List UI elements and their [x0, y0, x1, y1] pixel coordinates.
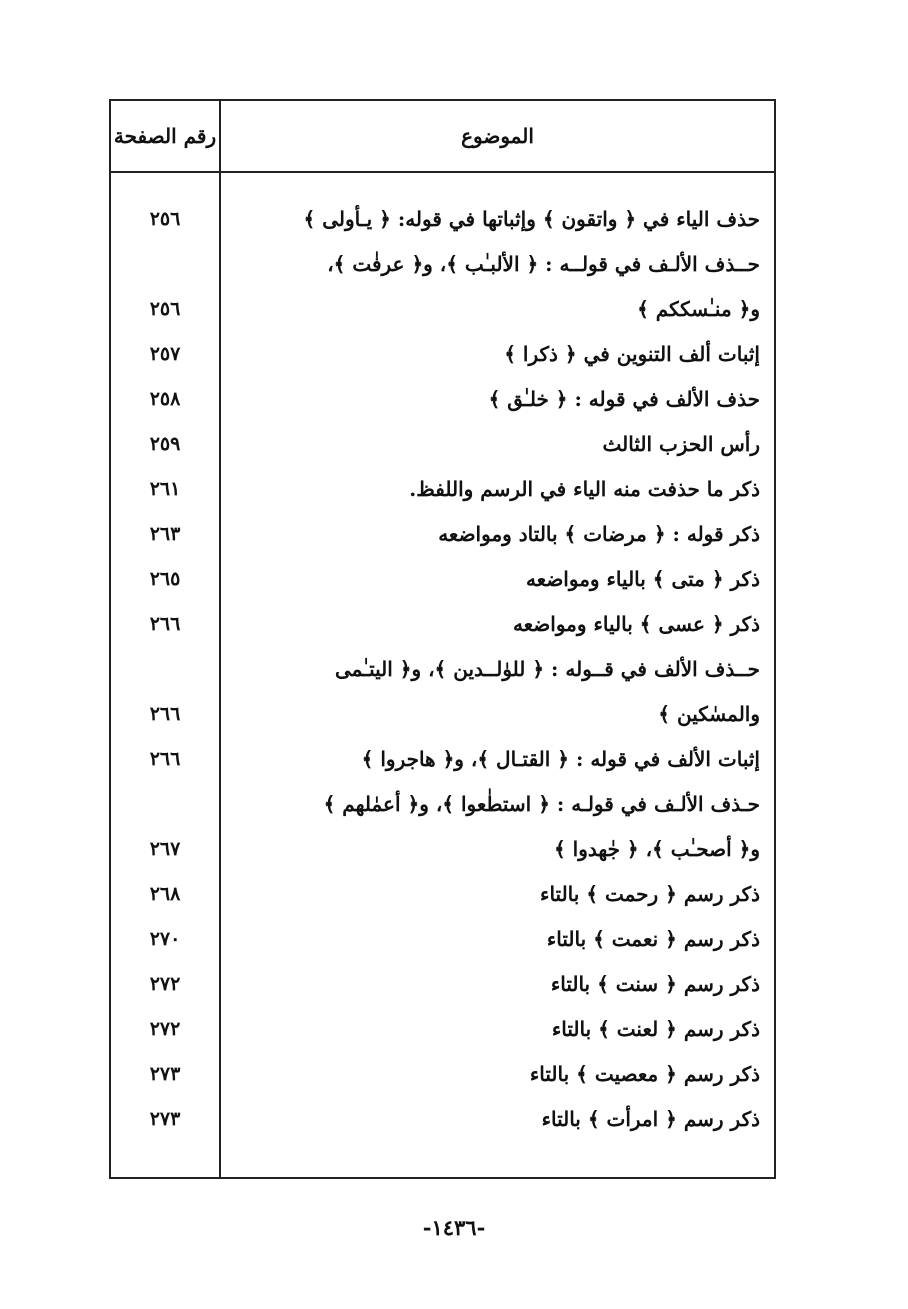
row-page	[111, 647, 219, 692]
row-page	[111, 782, 219, 827]
table-row	[111, 737, 774, 782]
table-row	[111, 287, 774, 332]
header-topic: الموضوع	[461, 124, 534, 148]
table-row	[111, 647, 774, 692]
table-row	[111, 242, 774, 287]
row-page: ٢٥٦	[149, 298, 181, 320]
row-topic: إثبات الألف في قوله : ﴿ القتـال ﴾، و﴿ هاجروا ﴾	[361, 747, 760, 771]
header-divider	[111, 171, 774, 173]
row-topic: إثبات ألف التنوين في ﴿ ذكرا ﴾	[504, 342, 760, 366]
row-topic: حـذف الألـف في قولـه : ﴿ استطٰعوا ﴾، و﴿ أعمٰلهم ﴾	[323, 792, 760, 816]
row-topic: ذكر رسم ﴿ سنت ﴾ بالتاء	[550, 972, 760, 996]
table-row	[111, 467, 774, 512]
row-page: ٢٧٢	[149, 1018, 181, 1040]
table-row	[111, 377, 774, 422]
page-number-footer: -١٤٣٦-	[422, 1215, 486, 1240]
table-row	[111, 332, 774, 377]
index-table	[109, 99, 776, 1179]
row-page: ٢٧٠	[149, 928, 181, 950]
row-topic: ذكر قوله : ﴿ مرضات ﴾ بالتاد ومواضعه	[438, 522, 760, 546]
table-row	[111, 1007, 774, 1052]
row-topic: حــذف الألف في قــوله : ﴿ للوٰلــدين ﴾، و﴿ اليتـٰمى	[334, 657, 760, 681]
table-row	[111, 962, 774, 1007]
table-row	[111, 782, 774, 827]
row-topic: ذكر ﴿ عسى ﴾ بالياء ومواضعه	[512, 612, 760, 636]
row-topic: ذكر رسم ﴿ معصيت ﴾ بالتاء	[529, 1062, 760, 1086]
row-page: ٢٧٣	[149, 1063, 181, 1085]
row-topic: حذف الياء في ﴿ واتقون ﴾ وإثباتها في قوله: ﴿ يـأولى ﴾	[303, 207, 760, 231]
row-topic: ذكر رسم ﴿ امرأت ﴾ بالتاء	[541, 1107, 760, 1131]
table-row	[111, 692, 774, 737]
table-row	[111, 512, 774, 557]
row-page: ٢٧٢	[149, 973, 181, 995]
table-row	[111, 422, 774, 467]
table-row	[111, 197, 774, 242]
table-row	[111, 917, 774, 962]
table-row	[111, 557, 774, 602]
row-page: ٢٧٣	[149, 1108, 181, 1130]
table-row	[111, 1052, 774, 1097]
row-topic: ذكر رسم ﴿ رحمت ﴾ بالتاء	[540, 882, 760, 906]
row-topic: حــذف الألـف في قولــه : ﴿ الألبـٰب ﴾، و﴿ عرفٰت ﴾،	[327, 252, 760, 276]
row-topic: و﴿ منـٰسككم ﴾	[637, 297, 760, 321]
row-page: ٢٥٦	[149, 208, 181, 230]
row-page: ٢٦١	[149, 478, 181, 500]
row-topic: رأس الحزب الثالث	[602, 432, 760, 456]
table-row	[111, 872, 774, 917]
row-topic: ذكر ﴿ متى ﴾ بالياء ومواضعه	[525, 567, 760, 591]
row-page: ٢٦٧	[149, 838, 181, 860]
header-page-number: رقم الصفحة	[113, 124, 217, 148]
row-topic: ذكر رسم ﴿ لعنت ﴾ بالتاء	[551, 1017, 760, 1041]
row-topic: ذكر رسم ﴿ نعمت ﴾ بالتاء	[546, 927, 760, 951]
table-body	[111, 197, 774, 1142]
row-page: ٢٥٨	[149, 388, 181, 410]
row-topic: ذكر ما حذفت منه الياء في الرسم واللفظ.	[409, 477, 760, 501]
row-page: ٢٦٣	[149, 523, 181, 545]
row-topic: حذف الألف في قوله : ﴿ خلـٰق ﴾	[488, 387, 760, 411]
row-page: ٢٥٩	[149, 433, 181, 455]
row-page: ٢٦٦	[149, 703, 181, 725]
table-row	[111, 827, 774, 872]
row-page: ٢٦٥	[149, 568, 181, 590]
row-page: ٢٥٧	[149, 343, 181, 365]
row-topic: والمسٰكين ﴾	[658, 702, 760, 726]
row-page: ٢٦٦	[149, 748, 181, 770]
row-page: ٢٦٨	[149, 883, 181, 905]
table-row	[111, 602, 774, 647]
row-page: ٢٦٦	[149, 613, 181, 635]
row-topic: و﴿ أصحـٰب ﴾، ﴿ جٰهدوا ﴾	[553, 837, 760, 861]
table-row	[111, 1097, 774, 1142]
row-page	[111, 242, 219, 287]
